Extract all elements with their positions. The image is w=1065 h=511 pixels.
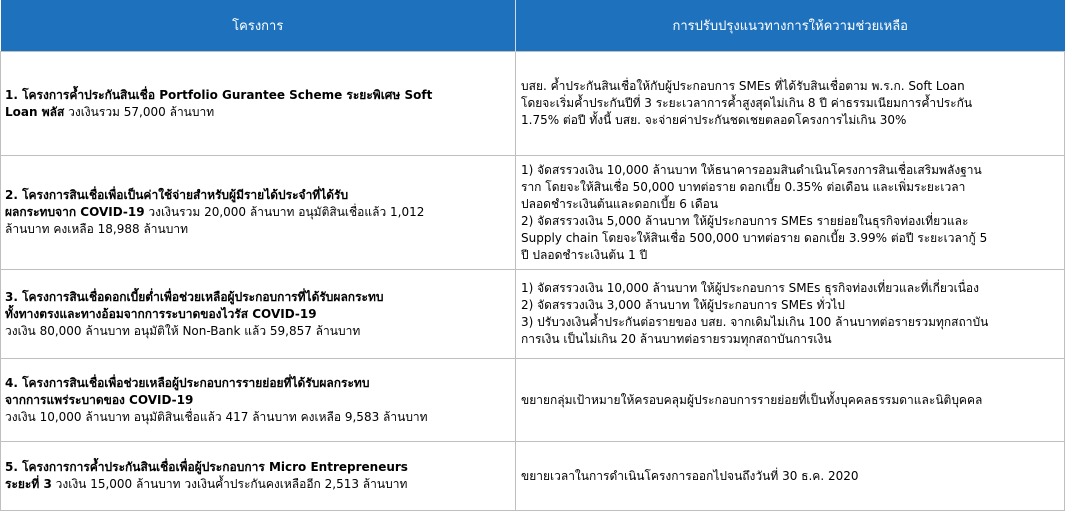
adjustment-line: Supply chain โดยจะให้สินเชื่อ 500,000 บาทต่อราย ดอกเบี้ย 3.99% ต่อปี ระยะเวลากู้ 5 <box>521 230 988 245</box>
header-row <box>1 0 1065 52</box>
project-title: ทั้งทางตรงและทางอ้อมจากการระบาดของไวรัส COVID-19 <box>5 306 317 321</box>
adjustment-line: ขยายเวลาในการดำเนินโครงการออกไปจนถึงวันที่ 30 ธ.ค. 2020 <box>521 468 859 483</box>
adjustment-line: 1) จัดสรรวงเงิน 10,000 ล้านบาท ให้ธนาคารออมสินดำเนินโครงการสินเชื่อเสริมพลังฐาน <box>521 162 982 177</box>
adjustment-line: 1) จัดสรรวงเงิน 10,000 ล้านบาท ให้ผู้ประกอบการ SMEs ธุรกิจท่องเที่ยวและที่เกี่ยวเนื่อง <box>521 281 979 295</box>
table-row <box>1 156 1065 270</box>
table-row <box>1 442 1065 511</box>
adjustment-line: 2) จัดสรรวงเงิน 5,000 ล้านบาท ให้ผู้ประกอบการ SMEs รายย่อยในธุรกิจท่องเที่ยวและ <box>521 213 969 228</box>
project-cell <box>1 52 516 156</box>
adjustment-line: 1.75% ต่อปี ทั้งนี้ บสย. จะจ่ายค่าประกันชดเชยตลอดโครงการไม่เกิน 30% <box>521 113 907 127</box>
adjustment-cell <box>516 442 1065 511</box>
project-cell <box>1 270 516 359</box>
project-title: 3. โครงการสินเชื่อดอกเบี้ยต่ำเพื่อช่วยเหลือผู้ประกอบการที่ได้รับผลกระทบ <box>5 289 384 304</box>
project-cell <box>1 442 516 511</box>
project-budget: วงเงิน 10,000 ล้านบาท อนุมัติสินเชื่อแล้ว 417 ล้านบาท คงเหลือ 9,583 ล้านบาท <box>5 409 428 424</box>
adjustment-cell <box>516 156 1065 270</box>
adjustment-cell <box>516 359 1065 442</box>
adjustment-line: การเงิน เป็นไม่เกิน 20 ล้านบาทต่อรายรวมทุกสถาบันการเงิน <box>521 332 832 346</box>
adjustment-cell <box>516 270 1065 359</box>
adjustment-line: ปลอดชำระเงินต้นและดอกเบี้ย 6 เดือน <box>521 196 719 211</box>
adjustment-cell <box>516 52 1065 156</box>
adjustment-line: บสย. ค้ำประกันสินเชื่อให้กับผู้ประกอบการ SMEs ที่ได้รับสินเชื่อตาม พ.ร.ก. Soft Loan <box>521 79 965 93</box>
project-title: 1. โครงการค้ำประกันสินเชื่อ Portfolio Gurantee Scheme ระยะพิเศษ Soft <box>5 87 433 102</box>
project-title: 4. โครงการสินเชื่อเพื่อช่วยเหลือผู้ประกอบการรายย่อยที่ได้รับผลกระทบ <box>5 375 370 390</box>
project-budget: วงเงินรวม 20,000 ล้านบาท อนุมัติสินเชื่อแล้ว 1,012 <box>144 205 425 219</box>
adjustment-line: 2) จัดสรรวงเงิน 3,000 ล้านบาท ให้ผู้ประกอบการ SMEs ทั่วไป <box>521 298 845 312</box>
project-budget: วงเงิน 80,000 ล้านบาท อนุมัติให้ Non-Bank แล้ว 59,857 ล้านบาท <box>5 323 361 338</box>
adjustment-line: ขยายกลุ่มเป้าหมายให้ครอบคลุมผู้ประกอบการรายย่อยที่เป็นทั้งบุคคลธรรมดาและนิติบุคคล <box>521 392 983 407</box>
adjustment-line: ราก โดยจะให้สินเชื่อ 50,000 บาทต่อราย ดอกเบี้ย 0.35% ต่อเดือน และเพิ่มระยะเวลา <box>521 179 966 194</box>
adjustment-line: ปี ปลอดชำระเงินต้น 1 ปี <box>521 247 648 262</box>
adjustment-line: 3) ปรับวงเงินค้ำประกันต่อรายของ บสย. จากเดิมไม่เกิน 100 ล้านบาทต่อรายรวมทุกสถาบัน <box>521 315 989 329</box>
header-adjustment: การปรับปรุงแนวทางการให้ความช่วยเหลือ <box>516 0 1065 52</box>
project-title: Loan พลัส <box>5 104 65 119</box>
table-row <box>1 52 1065 156</box>
project-title: ผลกระทบจาก COVID-19 <box>5 205 145 219</box>
project-cell <box>1 156 516 270</box>
project-budget: วงเงินรวม 57,000 ล้านบาท <box>64 104 215 119</box>
table-row <box>1 270 1065 359</box>
table-row <box>1 359 1065 442</box>
project-title: ระยะที่ 3 <box>5 477 52 491</box>
project-title: จากการแพร่ระบาดของ COVID-19 <box>5 392 194 407</box>
project-title: 5. โครงการการค้ำประกันสินเชื่อเพื่อผู้ประกอบการ Micro Entrepreneurs <box>5 460 408 474</box>
project-cell <box>1 359 516 442</box>
project-budget: ล้านบาท คงเหลือ 18,988 ล้านบาท <box>5 222 189 236</box>
adjustment-line: โดยจะเริ่มค้ำประกันปีที่ 3 ระยะเวลาการค้ำสูงสุดไม่เกิน 8 ปี ค่าธรรมเนียมการค้ำประกัน <box>521 96 973 110</box>
project-budget: วงเงิน 15,000 ล้านบาท วงเงินค้ำประกันคงเหลืออีก 2,513 ล้านบาท <box>51 477 408 491</box>
project-title: 2. โครงการสินเชื่อเพื่อเป็นค่าใช้จ่ายสำหรับผู้มีรายได้ประจำที่ได้รับ <box>5 188 349 202</box>
header-project: โครงการ <box>1 0 516 52</box>
